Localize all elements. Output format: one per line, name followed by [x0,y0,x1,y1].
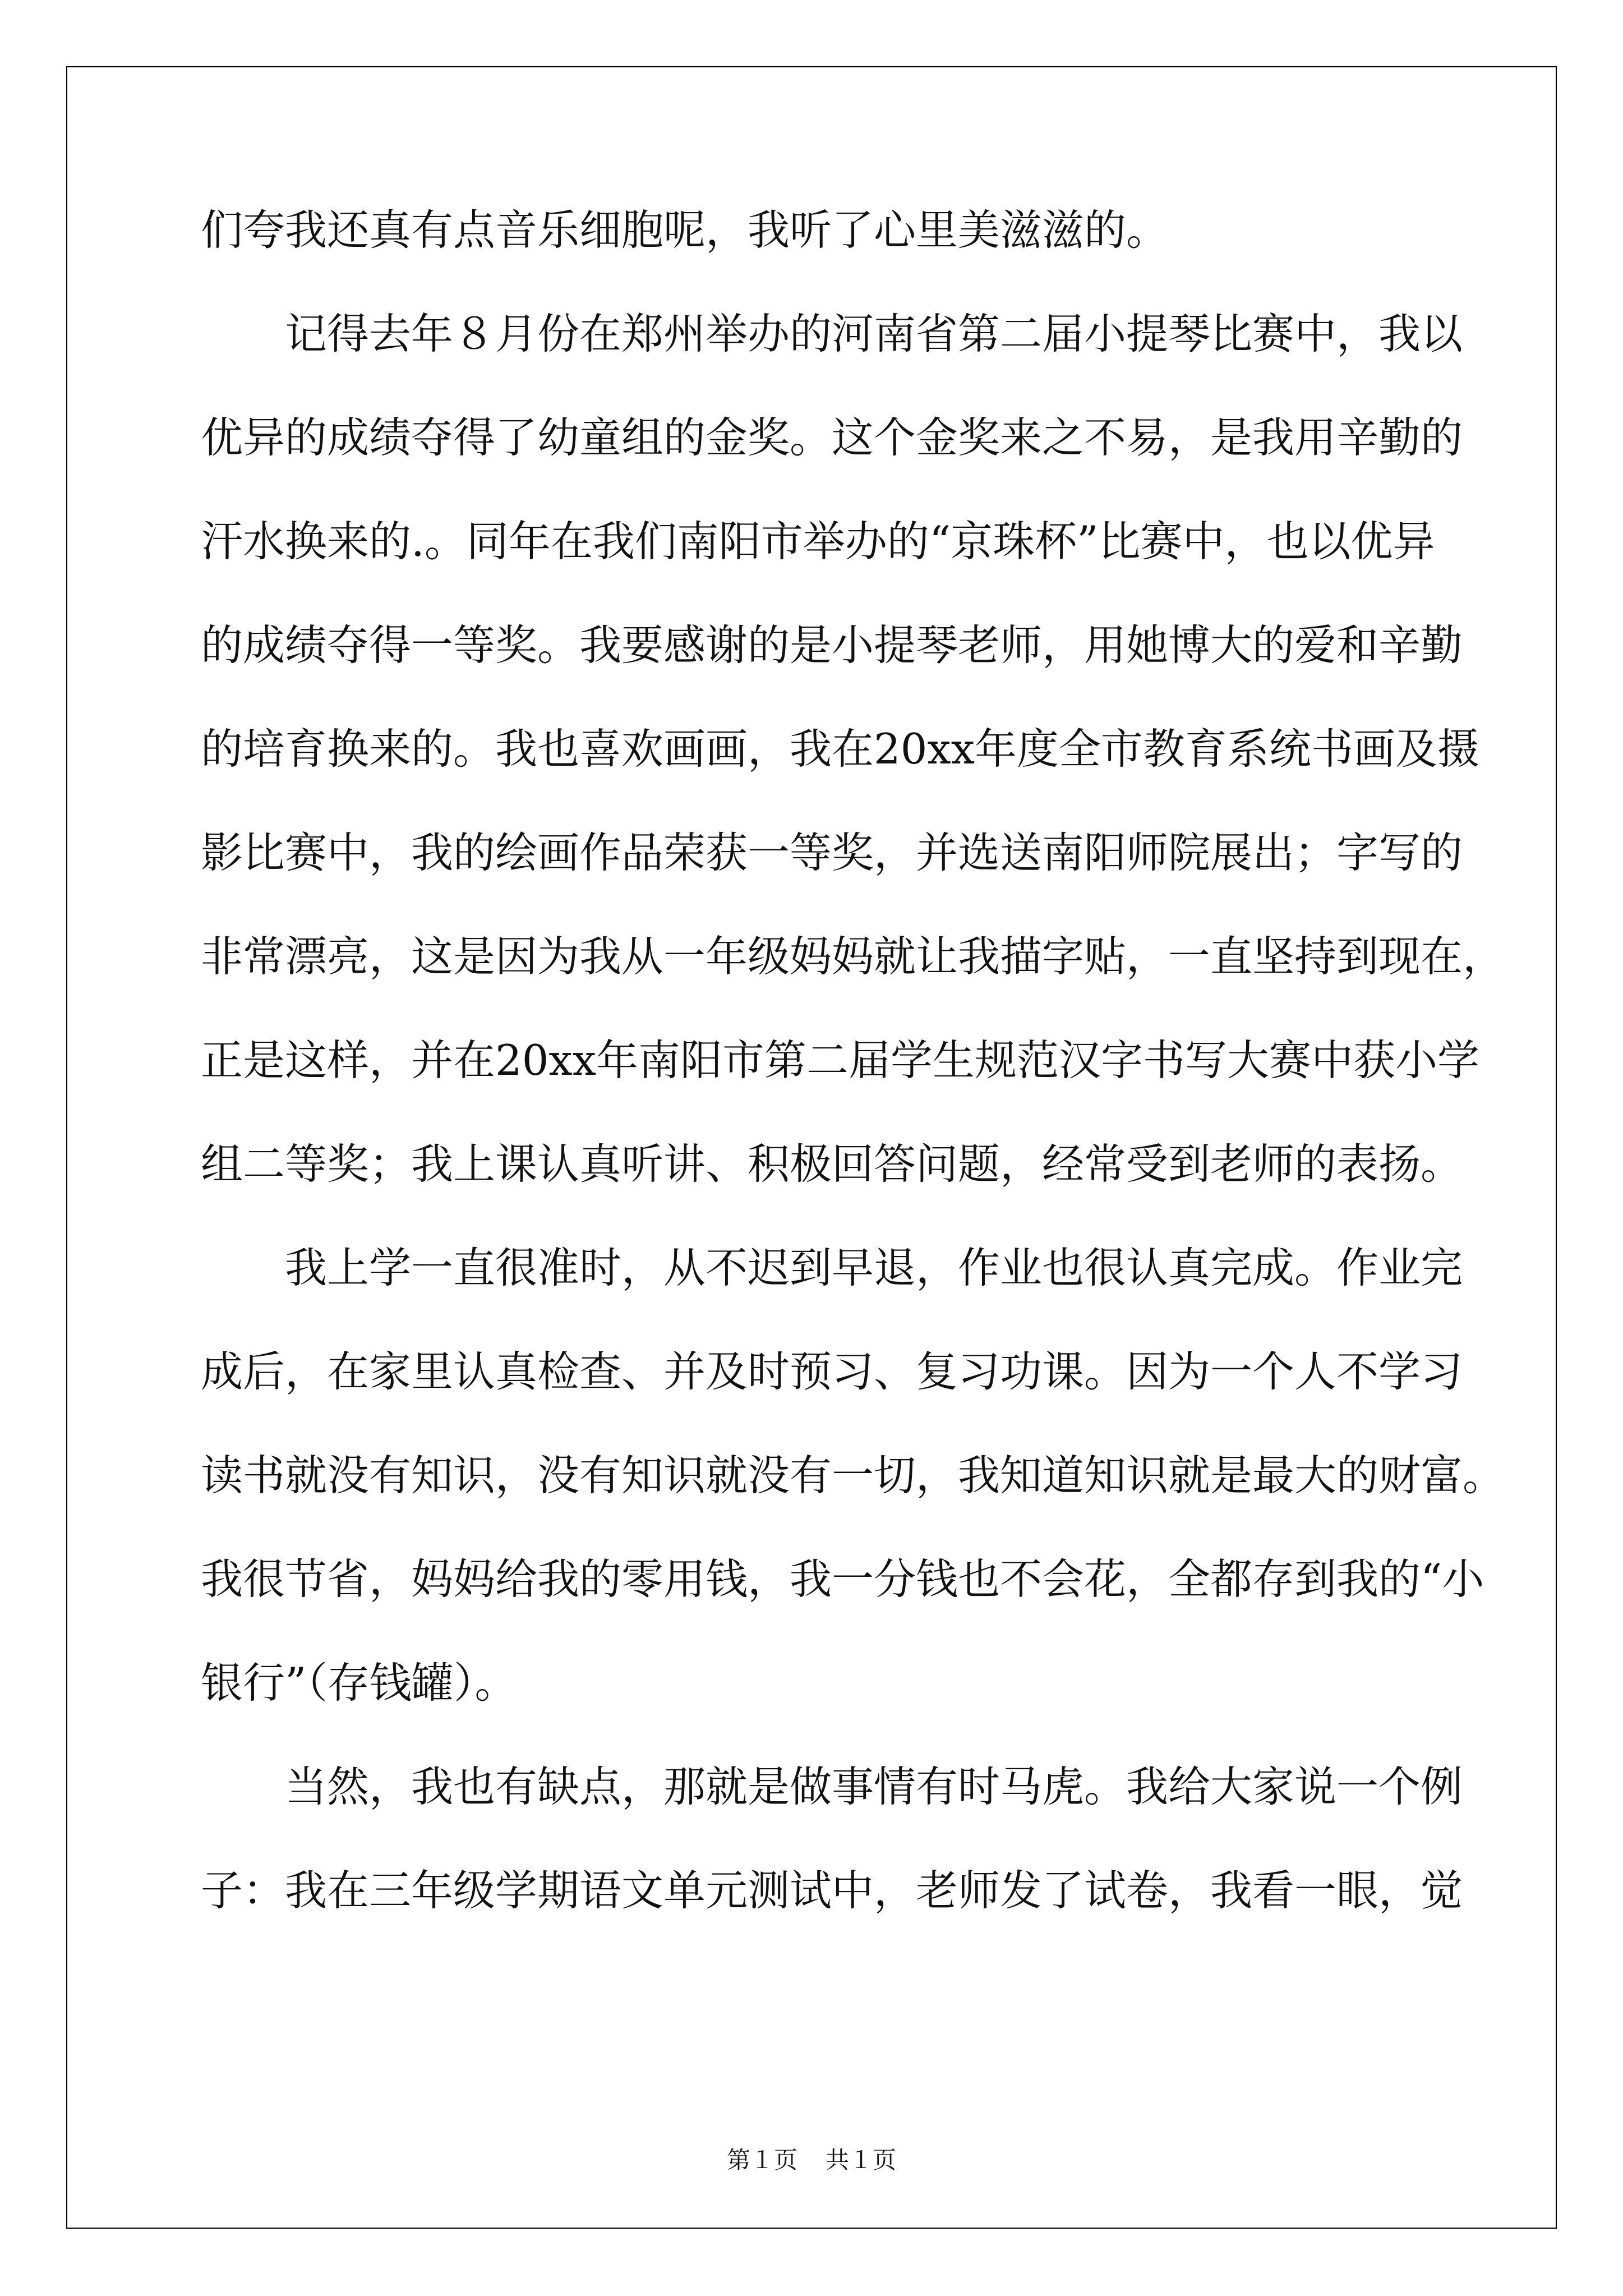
page-total: 共１页 [826,2146,897,2174]
text-line: 银行”（存钱罐）。 [201,1658,517,1708]
page-footer [0,2142,1623,2175]
document-body [201,178,1505,1943]
text-line: 读书就没有知识，没有知识就没有一切，我知道知识就是最大的财富。 [201,1451,1505,1500]
text-line: 子：我在三年级学期语文单元测试中，老师发了试卷，我看一眼，觉 [201,1866,1463,1915]
text-line: 非常漂亮，这是因为我从一年级妈妈就让我描字贴，一直坚持到现在， [201,932,1505,981]
text-line: 我上学一直很准时，从不迟到早退，作业也很认真完成。作业完 [285,1243,1463,1292]
text-line: 记得去年８月份在郑州举办的河南省第二届小提琴比赛中，我以 [285,309,1463,358]
text-line: 组二等奖；我上课认真听讲、积极回答问题，经常受到老师的表扬。 [201,1139,1463,1189]
page-number: 第１页 [726,2146,797,2174]
text-line: 优异的成绩夺得了幼童组的金奖。这个金奖来之不易，是我用辛勤的 [201,413,1463,462]
text-line: 的培育换来的。我也喜欢画画，我在20xx年度全市教育系统书画及摄 [201,724,1480,774]
text-line: 汗水换来的.。同年在我们南阳市举办的“京珠杯”比赛中，也以优异 [201,517,1435,566]
text-line: 当然，我也有缺点，那就是做事情有时马虎。我给大家说一个例 [285,1762,1463,1811]
text-line: 正是这样，并在20xx年南阳市第二届学生规范汉字书写大赛中获小学 [201,1036,1480,1085]
text-line: 们夸我还真有点音乐细胞呢，我听了心里美滋滋的。 [201,205,1169,255]
text-line: 我很节省，妈妈给我的零用钱，我一分钱也不会花，全都存到我的“小 [201,1554,1484,1604]
text-line: 影比赛中，我的绘画作品荣获一等奖，并选送南阳师院展出；字写的 [201,828,1463,877]
text-line: 的成绩夺得一等奖。我要感谢的是小提琴老师，用她博大的爱和辛勤 [201,620,1463,670]
text-line: 成后，在家里认真检查、并及时预习、复习功课。因为一个人不学习 [201,1347,1463,1396]
